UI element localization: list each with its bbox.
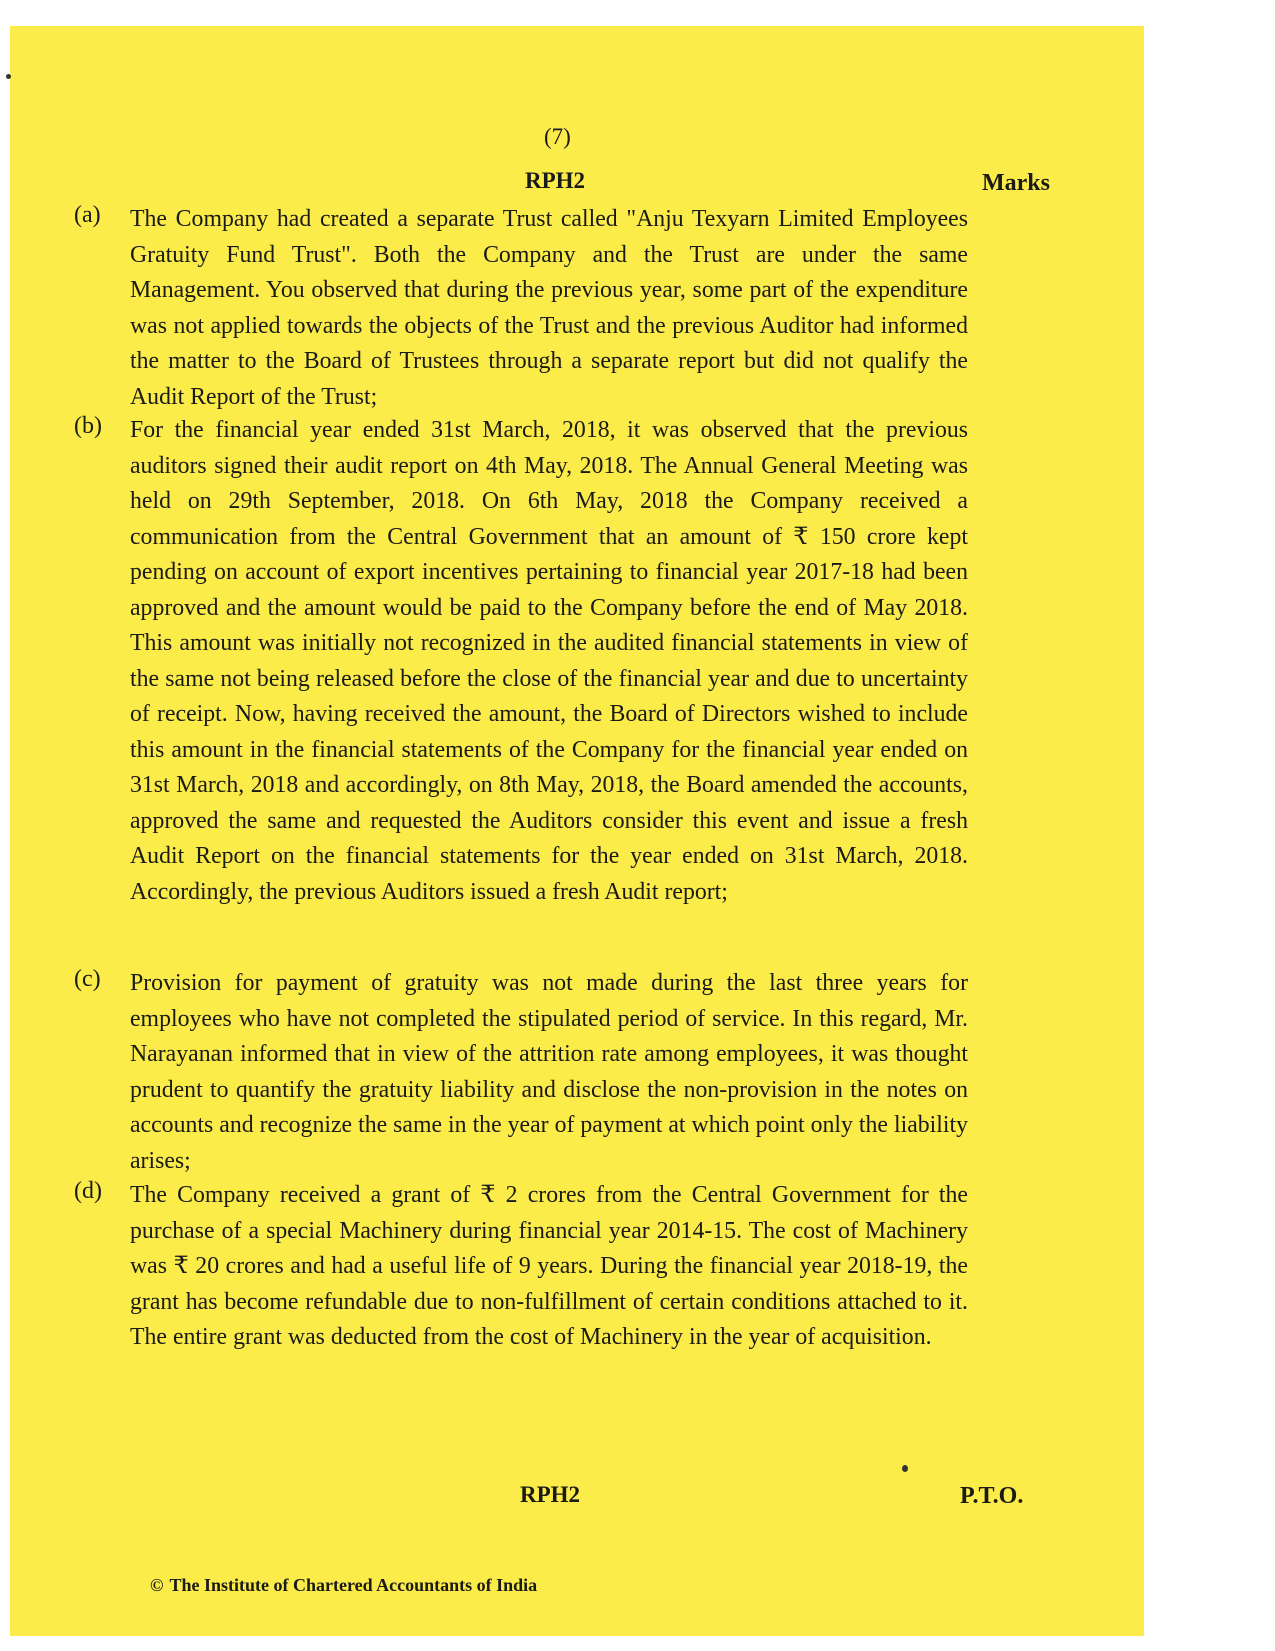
paper-code-footer: RPH2 [520,1482,581,1507]
item-label: (b) [74,413,102,439]
item-label: (c) [74,966,101,992]
marks-column-label: Marks [982,170,1050,196]
scan-speck [6,74,11,79]
copyright-notice [150,1575,537,1596]
item-label: (d) [74,1178,102,1204]
item-text: The Company received a grant of ₹ 2 crores from the Central Government for the purchase of a special Machinery during financial year 2014-15. The cost of Machinery was ₹ 20 crores and had a useful life of 9 years. During the financial year 2018-19, the grant has become refundable due to non-fulfillment of certain conditions attached to it. The entire grant was deducted from the cost of Machinery in the year of acquisition. [130,1182,968,1350]
pto-label: P.T.O. [960,1483,1024,1509]
item-text: Provision for payment of gratuity was not made during the last three years for employees who have not completed the stipulated period of service. In this regard, Mr. Narayanan informed that in view of the attrition rate among employees, it was thought prudent to quantify the gratuity liability and disclose the non-provision in the notes on accounts and recognize the same in the year of payment at which point only the liability arises; [130,970,968,1174]
copyright-text: The Institute of Chartered Accountants of India [169,1575,538,1595]
scan-speck [902,1465,908,1472]
copyright-icon: © [150,1575,164,1595]
paper-code-header: RPH2 [525,168,586,193]
item-text: The Company had created a separate Trust called "Anju Texyarn Limited Employees Gratuity Fund Trust". Both the Company and the Trust are under the same Management. You observed that during the previous year, some part of the expenditure was not applied towards the objects of the Trust and the previous Auditor had informed the matter to the Board of Trustees through a separate report but did not qualify the Audit Report of the Trust; [130,206,968,410]
item-text: For the financial year ended 31st March, 2018, it was observed that the previous auditors signed their audit report on 4th May, 2018. The Annual General Meeting was held on 29th September, 2018. On 6th May, 2018 the Company received a communication from the Central Government that an amount of ₹ 150 crore kept pending on account of export incentives pertaining to financial year 2017-18 had been approved and the amount would be paid to the Company before the end of May 2018. This amount was initially not recognized in the audited financial statements in view of the same not being released before the close of the financial year and due to uncertainty of receipt. Now, having received the amount, the Board of Directors wished to include this amount in the financial statements of the Company for the financial year ended on 31st March, 2018 and accordingly, on 8th May, 2018, the Board amended the accounts, approved the same and requested the Auditors consider this event and issue a fresh Audit Report on the financial statements for the year ended on 31st March, 2018. Accordingly, the previous Auditors issued a fresh Audit report; [130,417,968,905]
page-number: (7) [544,124,571,149]
item-label: (a) [74,202,101,228]
